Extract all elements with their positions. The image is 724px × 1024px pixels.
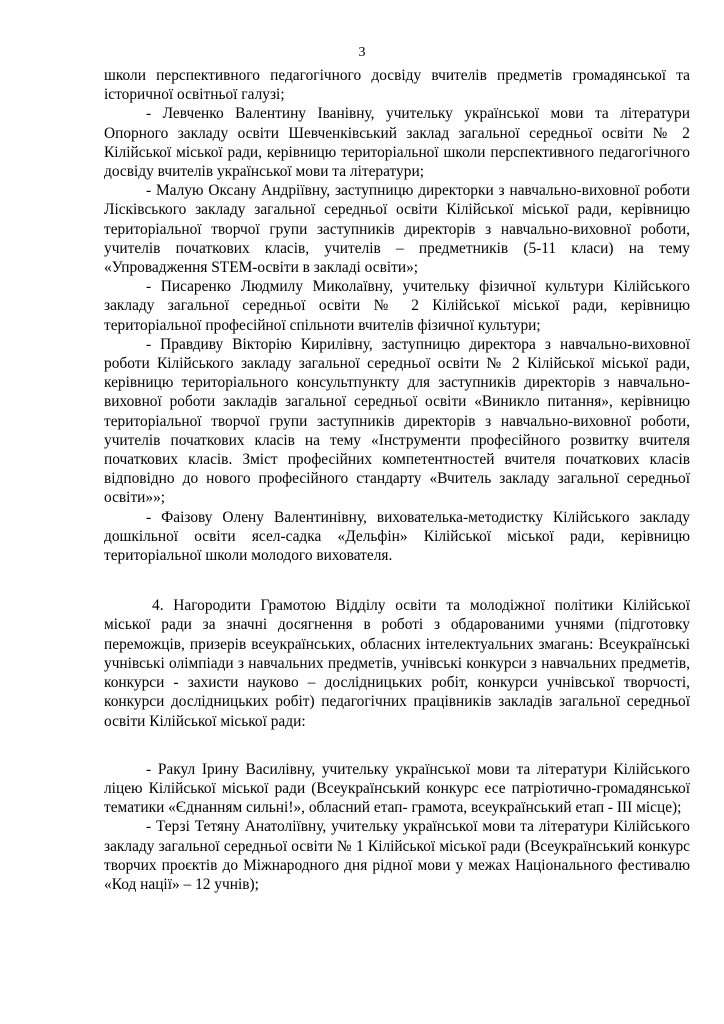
page-number: 3 (358, 45, 366, 60)
list-item-pravdyva: - Правдиву Вікторію Кирилівну, заступницю директора з навчально-виховної роботи Кілійського закладу загальної середньої освіти № 2 Кілійської міської ради, керівницю територіального консультпункту для заступників директорів з навчально-виховної роботи закладів загальної середньої освіти «Виникло питання», керівницю територіальної творчої групи заступників директорів з навчально-виховної роботи, учителів початкових класів на тему «Інструменти професійного розвитку вчителя початкових класів. Зміст професійних компетентностей вчителя початкових класів відповідно до нового професійного стандарту «Вчитель закладу загальної середньої освіти»»; (104, 335, 690, 507)
list-item-rakul: - Ракул Ірину Василівну, учительку української мови та літератури Кілійського ліцею Кілійської міської ради (Всеукраїнський конкурс есе патріотично-громадянської тематики «Єднанням сильні!», обласний етап- грамота, всеукраїнський етап - ІІІ місце); (104, 760, 690, 817)
list-item-pysarenko: - Писаренко Людмилу Миколаївну, учительку фізичної культури Кілійського закладу загальної середньої освіти № 2 Кілійської міської ради, керівницю територіальної професійної спільноти вчителів фізичної культури; (104, 278, 690, 334)
list-item-malaya: - Малую Оксану Андріївну, заступницю директорки з навчально-виховної роботи Лісківського закладу загальної середньої освіти Кілійської міської ради, керівницю територіальної творчої групи заступників директорів з навчально-виховної роботи, учителів початкових класів, учителів – предметників (5-11 класи) на тему «Упровадження STEM-освіти в закладі освіти»; (104, 182, 690, 277)
list-item-terzi: - Терзі Тетяну Анатоліївну, учительку української мови та літератури Кілійського закладу загальної середньої освіти № 1 Кілійської міської ради (Всеукраїнський конкурс творчих проєктів до Міжнародного дня рідної мови у межах Національного фестивалю «Код нації» – 12 учнів); (104, 818, 690, 893)
document-body (104, 66, 690, 894)
list-item-levchenko: - Левченко Валентину Іванівну, учительку української мови та літератури Опорного закладу освіти Шевченківський заклад загальної середньої освіти № 2 Кілійської міської ради, керівницю територіальної школи перспективного педагогічного досвіду вчителів української мови та літератури; (104, 105, 690, 181)
numbered-paragraph-4: 4. Нагородити Грамотою Відділу освіти та молодіжної політики Кілійської міської ради за значні досягнення в роботі з обдарованими учнями (підготовку переможців, призерів всеукраїнських, обласних інтелектуальних змагань: Всеукраїнські учнівські олімпіади з навчальних предметів, учнівські конкурси з навчальних предметів, конкурси - захисти науково – дослідницьких робіт, конкурси учнівської творчості, конкурси дослідницьких робіт) педагогічних працівників закладів загальної середньої освіти Кілійської міської ради: (104, 597, 690, 730)
list-item-faizova: - Фаізову Олену Валентинівну, вихователька-методистку Кілійського закладу дошкільної освіти ясел-садка «Дельфін» Кілійської міської ради, керівницю територіальної школи молодого вихователя. (104, 508, 690, 565)
paragraph-continuation: школи перспективного педагогічного досвіду вчителів предметів громадянської та історичної освітньої галузі; (104, 67, 690, 104)
